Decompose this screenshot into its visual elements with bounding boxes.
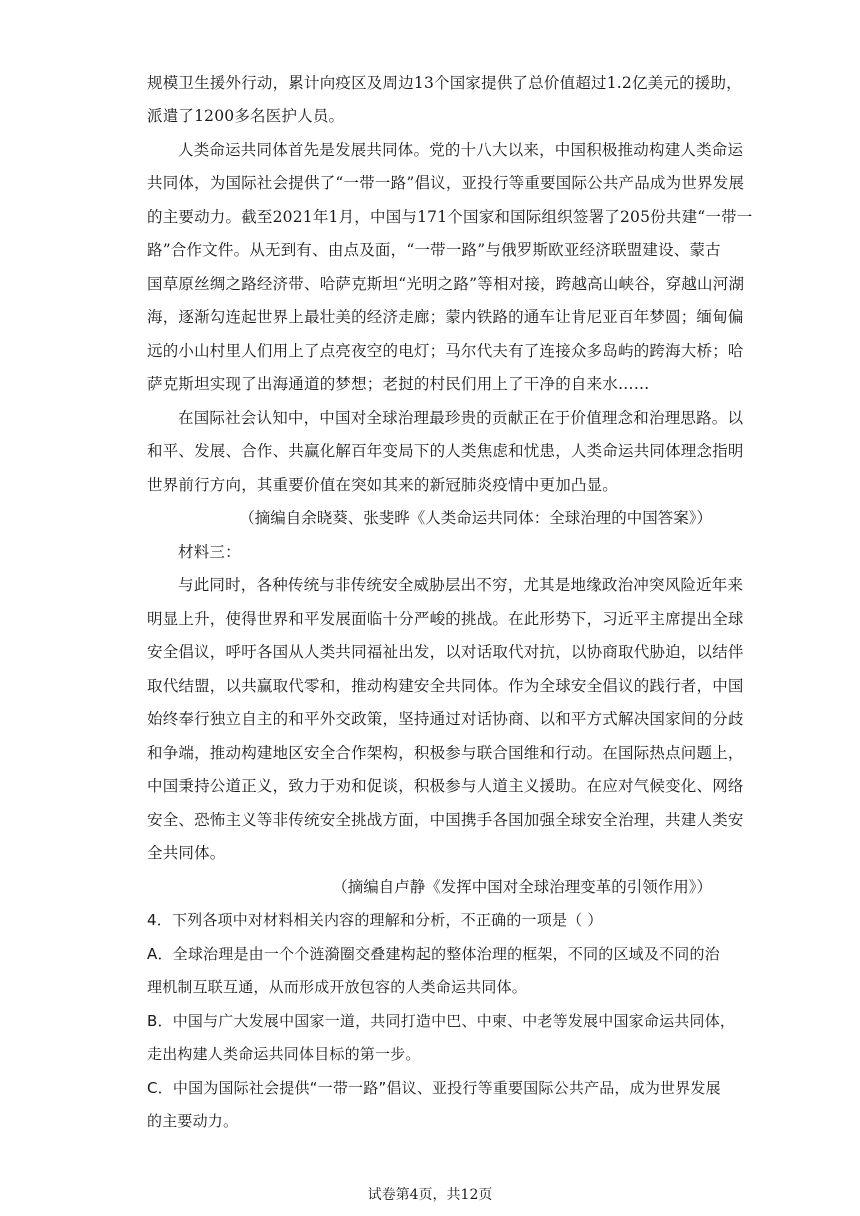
text-line: 人类命运共同体首先是发展共同体。党的十八大以来，中国积极推动构建人类命运 — [178, 141, 744, 159]
text-line: 海，逐渐勾连起世界上最壮美的经济走廊；蒙内铁路的通车让肯尼亚百年梦圆；缅甸偏 — [147, 308, 744, 326]
text-line: 与此同时，各种传统与非传统安全威胁层出不穷，尤其是地缘政治冲突风险近年来 — [178, 576, 744, 594]
question-stem: 4．下列各项中对材料相关内容的理解和分析，不正确的一项是（ ） — [147, 911, 603, 929]
source-citation: （摘编自余晓葵、张斐晔《人类命运共同体：全球治理的中国答案》） — [239, 509, 712, 527]
option-c-cont: 的主要动力。 — [147, 1112, 239, 1130]
text-line: 路”合作文件。从无到有、由点及面，“一带一路”与俄罗斯欧亚经济联盟建设、蒙古 — [147, 241, 721, 259]
option-a-cont: 理机制互联互通，从而形成开放包容的人类命运共同体。 — [147, 978, 528, 996]
text-line: 规模卫生援外行动，累计向疫区及周边13个国家提供了总价值超过1.2亿美元的援助， — [147, 74, 742, 92]
text-line: 和平、发展、合作、共赢化解百年变局下的人类焦虑和忧患，人类命运共同体理念指明 — [147, 442, 744, 460]
text-line: 共同体，为国际社会提供了“一带一路”倡议，亚投行等重要国际公共产品成为世界发展 — [147, 174, 745, 192]
text-line: 取代结盟，以共赢取代零和，推动构建安全共同体。作为全球安全倡议的践行者，中国 — [147, 677, 744, 695]
text-line: 萨克斯坦实现了出海通道的梦想；老挝的村民们用上了干净的自来水…… — [147, 375, 650, 393]
text-line: 远的小山村里人们用上了点亮夜空的电灯；马尔代夫有了连接众多岛屿的跨海大桥；哈 — [147, 342, 744, 360]
text-line: 始终奉行独立自主的和平外交政策，坚持通过对话协商、以和平方式解决国家间的分歧 — [147, 710, 744, 728]
option-b-cont: 走出构建人类命运共同体目标的第一步。 — [147, 1045, 421, 1063]
material-label: 材料三： — [178, 543, 241, 561]
text-line: 和争端，推动构建地区安全合作架构，积极参与联合国维和行动。在国际热点问题上， — [147, 744, 744, 762]
text-line: 中国秉持公道正义，致力于劝和促谈，积极参与人道主义援助。在应对气候变化、网络 — [147, 777, 744, 795]
text-line: 的主要动力。截至2021年1月，中国与171个国家和国际组织签署了205份共建“一带一 — [147, 208, 753, 226]
text-line: 派遣了1200多名医护人员。 — [147, 107, 345, 125]
text-line: 安全倡议，呼吁各国从人类共同福祉出发，以对话取代对抗，以协商取代胁迫，以结伴 — [147, 643, 744, 661]
text-line: 在国际社会认知中，中国对全球治理最珍贵的贡献正在于价值理念和治理思路。以 — [178, 409, 744, 427]
source-citation: （摘编自卢静《发挥中国对全球治理变革的引领作用》） — [332, 878, 712, 896]
text-line: 明显上升，使得世界和平发展面临十分严峻的挑战。在此形势下，习近平主席提出全球 — [147, 610, 744, 628]
text-line: 国草原丝绸之路经济带、哈萨克斯坦“光明之路”等相对接，跨越高山峡谷，穿越山河湖 — [147, 275, 745, 293]
option-c: C．中国为国际社会提供“一带一路”倡议、亚投行等重要国际公共产品，成为世界发展 — [147, 1079, 721, 1097]
page-footer: 试卷第4页，共12页 — [367, 1187, 493, 1203]
text-line: 世界前行方向，其重要价值在突如其来的新冠肺炎疫情中更加凸显。 — [147, 476, 619, 494]
text-line: 安全、恐怖主义等非传统安全挑战方面，中国携手各国加强全球安全治理，共建人类安 — [147, 811, 744, 829]
text-line: 全共同体。 — [147, 844, 226, 862]
option-b: B．中国与广大发展中国家一道，共同打造中巴、中柬、中老等发展中国家命运共同体， — [147, 1012, 736, 1030]
option-a: A．全球治理是由一个个涟漪圈交叠建构起的整体治理的框架，不同的区域及不同的治 — [147, 945, 720, 963]
